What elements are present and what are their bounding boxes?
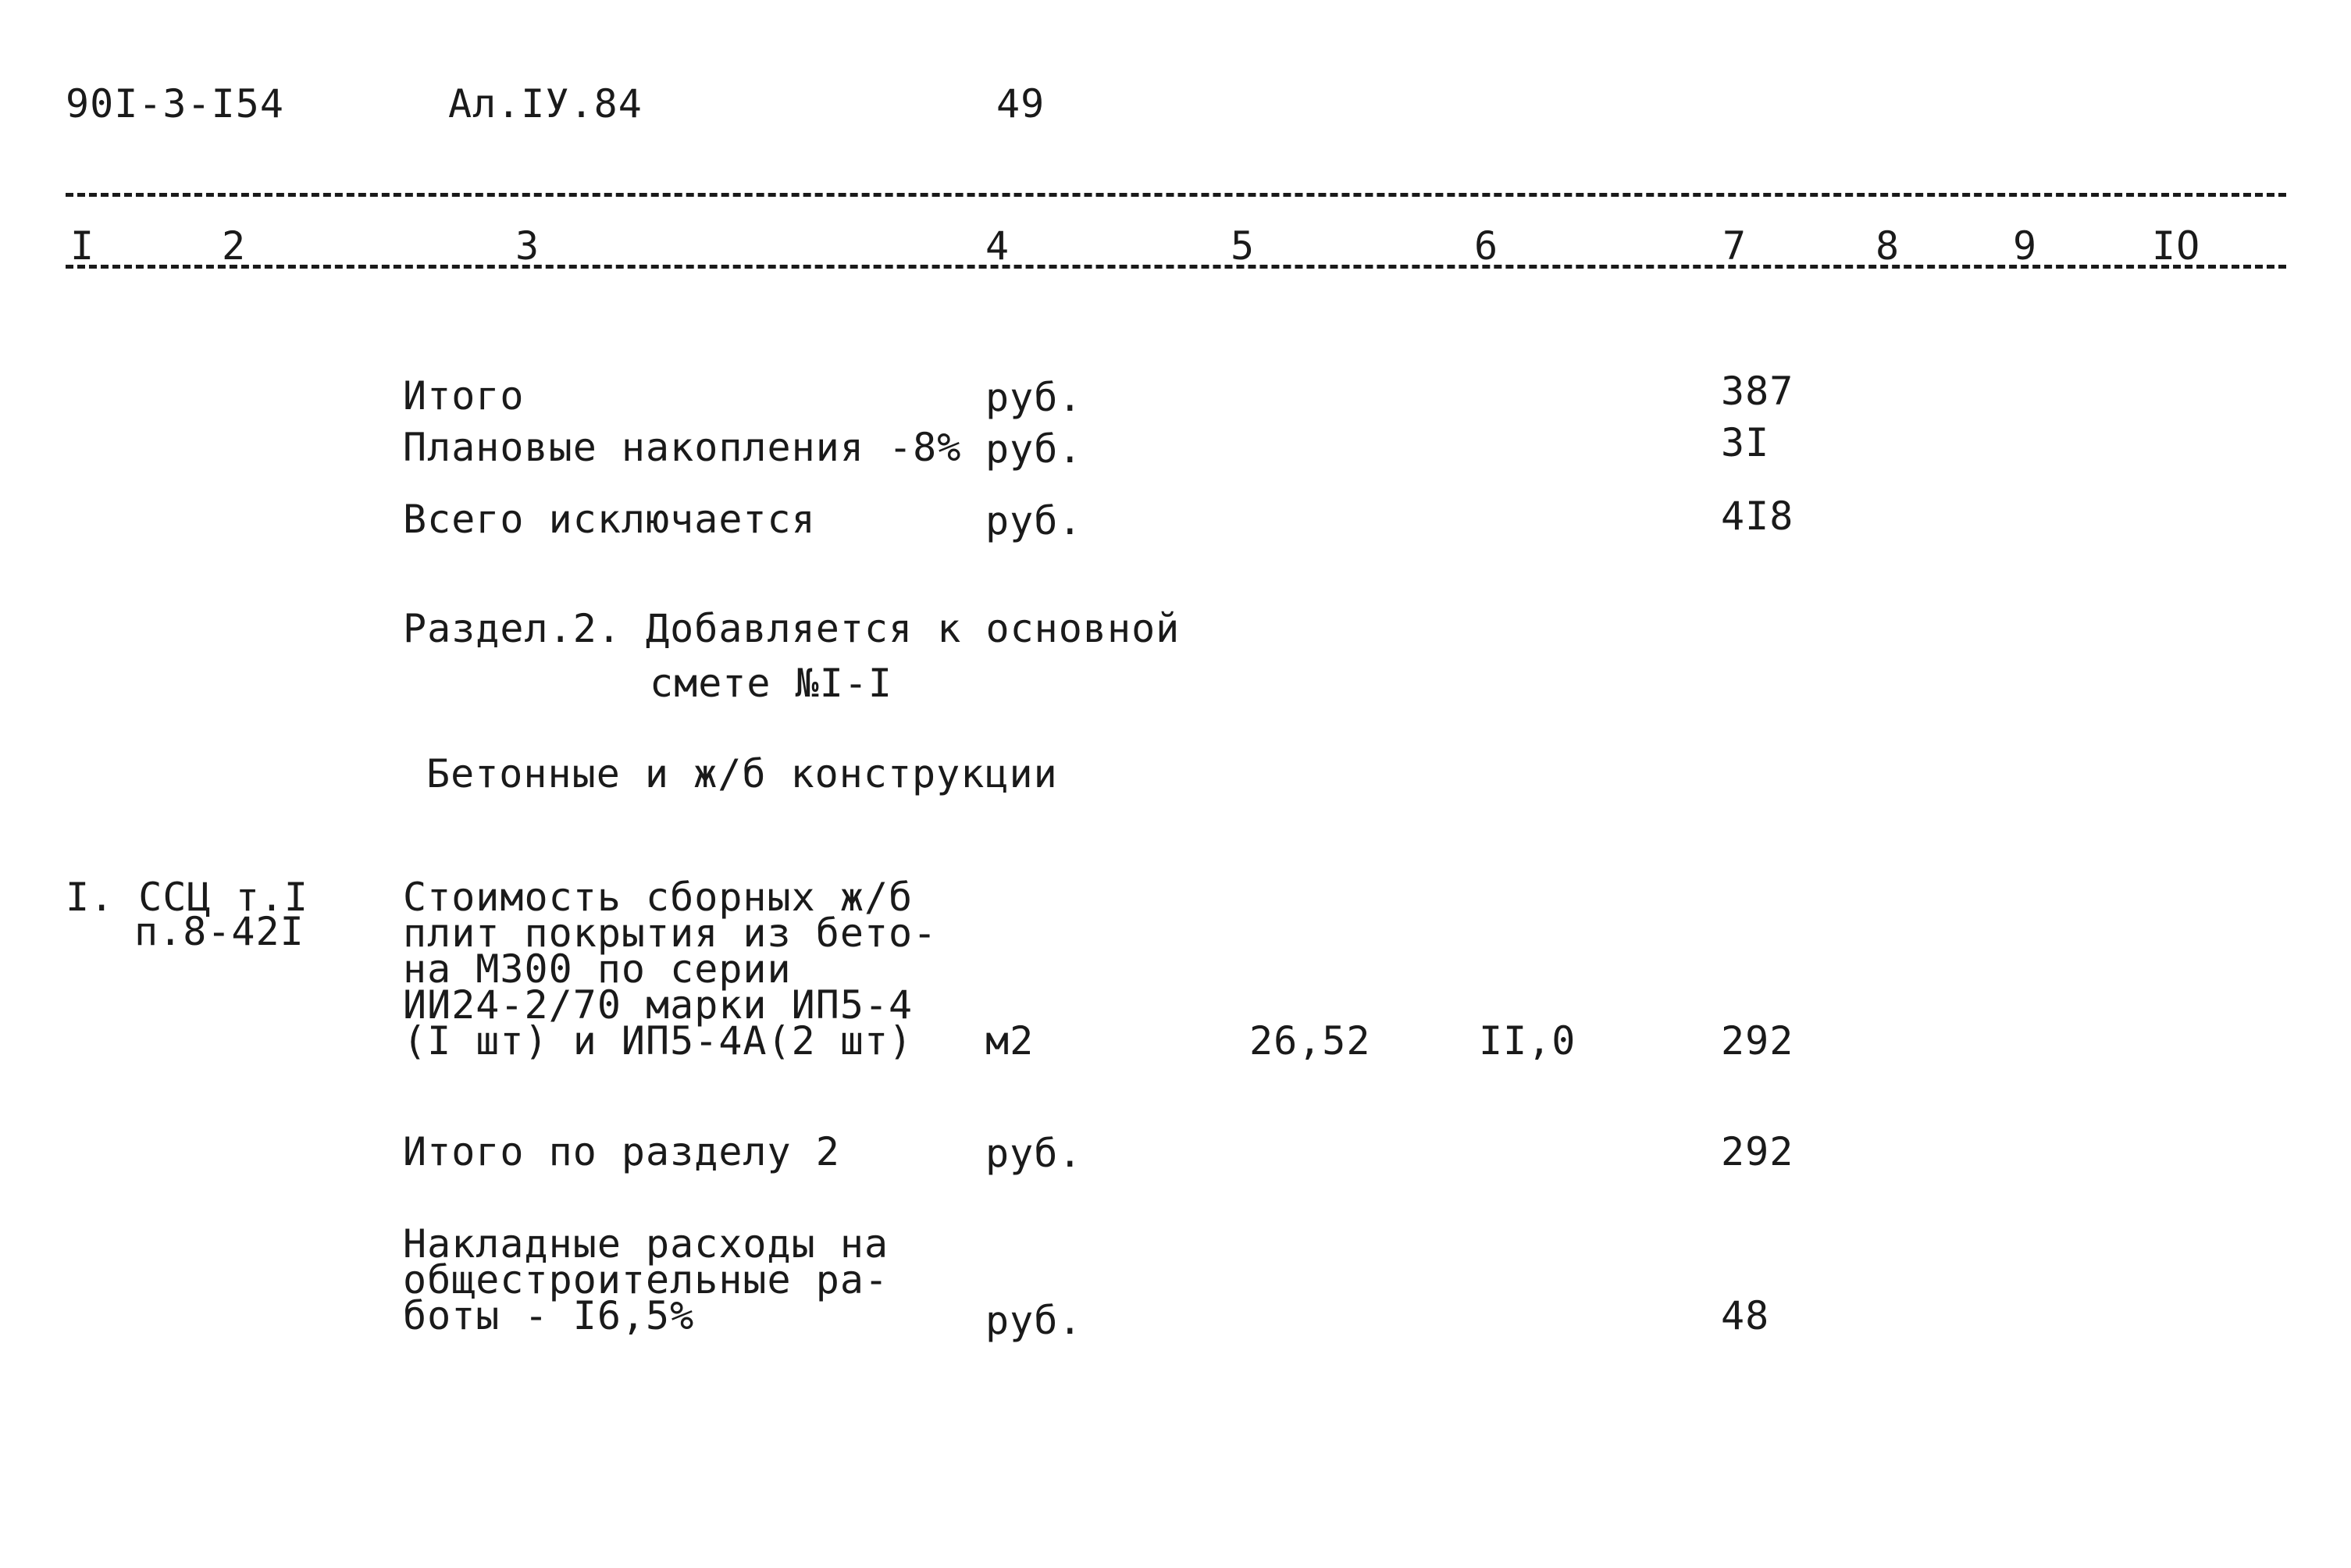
- item-reference-clause: п.8-42I: [134, 909, 305, 954]
- summary-value-planned-savings: 3I: [1721, 420, 1770, 465]
- item-unit: м2: [985, 1018, 1035, 1064]
- album-number: Ал.IУ.84: [448, 81, 643, 127]
- column-header-2: 2: [222, 223, 247, 269]
- table-header-rule: [66, 265, 2286, 269]
- section-total-unit: руб.: [985, 1131, 1083, 1176]
- column-header-10: IO: [2152, 223, 2201, 269]
- column-header-1: I: [70, 223, 95, 269]
- item-description-line-1: Стоимость сборных ж/б: [403, 875, 914, 920]
- item-description-line-3: на М300 по серии: [403, 946, 792, 992]
- summary-label-total: Итого: [403, 373, 525, 419]
- section-subtitle: Бетонные и ж/б конструкции: [426, 751, 1058, 796]
- section-total-label: Итого по разделу 2: [403, 1129, 840, 1174]
- overhead-description-line-2: общестроительные ра-: [403, 1257, 889, 1303]
- item-quantity: 26,52: [1249, 1018, 1371, 1064]
- overhead-value: 48: [1721, 1293, 1770, 1338]
- summary-label-planned-savings: Плановые накопления -8%: [403, 425, 962, 470]
- item-description-line-5: (I шт) и ИП5-4А(2 шт): [403, 1018, 914, 1064]
- summary-unit-total: руб.: [985, 375, 1083, 420]
- column-header-8: 8: [1875, 223, 1900, 269]
- overhead-description-line-1: Накладные расходы на: [403, 1221, 889, 1267]
- page-number: 49: [996, 81, 1045, 127]
- column-header-3: 3: [515, 223, 540, 269]
- overhead-description-line-3: боты - I6,5%: [403, 1293, 695, 1338]
- overhead-unit: руб.: [985, 1298, 1083, 1343]
- section-title-continuation: смете №I-I: [650, 661, 893, 706]
- item-unit-price: II,0: [1479, 1018, 1576, 1064]
- summary-value-excluded: 4I8: [1721, 494, 1794, 539]
- summary-value-total: 387: [1721, 369, 1794, 414]
- column-header-6: 6: [1474, 223, 1499, 269]
- column-header-7: 7: [1722, 223, 1747, 269]
- item-number-reference: I. ССЦ т.I: [66, 875, 309, 920]
- summary-unit-excluded: руб.: [985, 498, 1083, 543]
- column-header-5: 5: [1231, 223, 1256, 269]
- column-header-4: 4: [985, 223, 1010, 269]
- document-code: 90I-3-I54: [66, 81, 284, 127]
- summary-unit-planned-savings: руб.: [985, 426, 1083, 472]
- section-total-value: 292: [1721, 1129, 1794, 1174]
- table-top-rule: [66, 193, 2286, 197]
- section-title: Раздел.2. Добавляется к основной: [403, 606, 1181, 651]
- summary-label-excluded: Всего исключается: [403, 497, 816, 542]
- item-description-line-4: ИИ24-2/70 марки ИП5-4: [403, 982, 914, 1028]
- item-description-line-2: плит покрытия из бето-: [403, 911, 938, 956]
- item-total: 292: [1721, 1018, 1794, 1064]
- column-header-9: 9: [2013, 223, 2038, 269]
